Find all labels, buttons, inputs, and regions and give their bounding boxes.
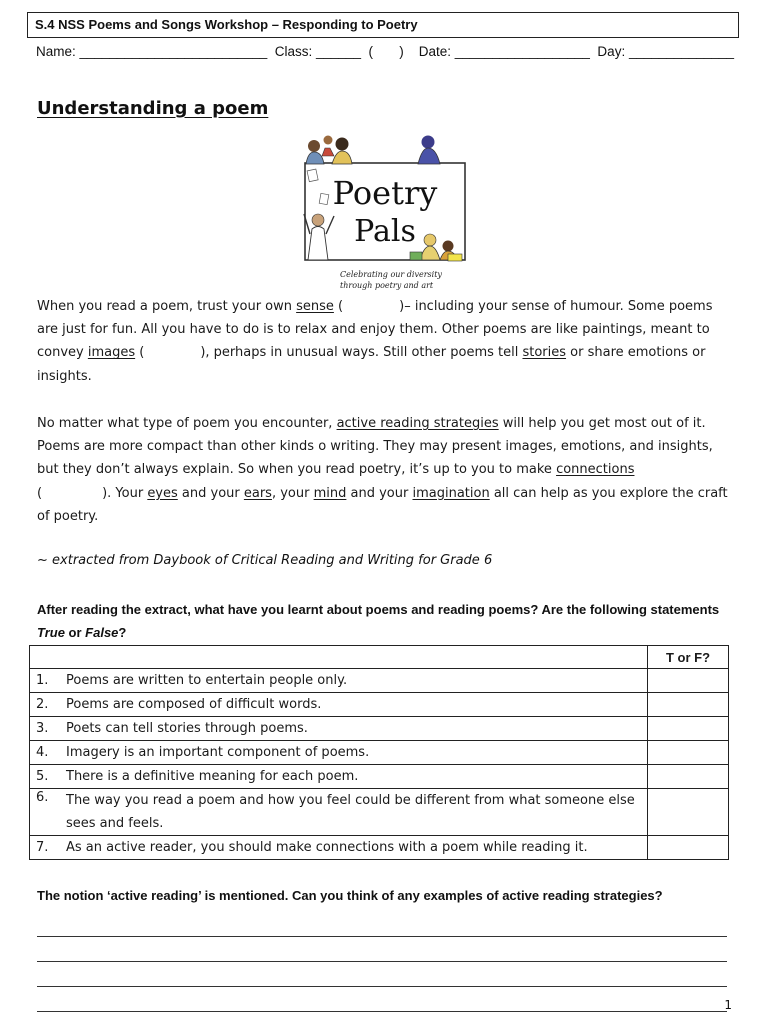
answer-cell[interactable] — [648, 836, 729, 860]
statement-text: Poems are written to entertain people only. — [58, 669, 648, 693]
answer-lines — [37, 912, 727, 1012]
statement-text: Imagery is an important component of poems. — [58, 741, 648, 765]
answer-cell[interactable] — [648, 693, 729, 717]
tf-column-header: T or F? — [648, 646, 729, 669]
answer-line[interactable] — [37, 987, 727, 1012]
table-row: 7. As an active reader, you should make connections with a poem while reading it. — [30, 836, 729, 860]
keyword-sense: sense — [296, 299, 334, 314]
page-title: Understanding a poem — [37, 98, 269, 119]
keyword-mind: mind — [313, 485, 347, 501]
keyword-imagination: imagination — [412, 485, 490, 501]
logo-tagline1: Celebrating our diversity — [340, 270, 442, 279]
statement-text: Poems are composed of difficult words. — [58, 693, 648, 717]
table-row: 3. Poets can tell stories through poems. — [30, 717, 729, 741]
answer-cell[interactable] — [648, 741, 729, 765]
statement-text: As an active reader, you should make connections with a poem while reading it. — [58, 836, 648, 860]
true-false-question: After reading the extract, what have you learnt about poems and reading poems? Are the following statements True or False? — [37, 602, 720, 640]
true-false-table — [29, 645, 729, 860]
keyword-ears: ears — [243, 485, 272, 501]
table-row: 4. Imagery is an important component of poems. — [30, 741, 729, 765]
worksheet-header — [27, 12, 739, 38]
answer-cell[interactable] — [648, 765, 729, 789]
logo-line1: Poetry — [332, 174, 438, 212]
keyword-active-reading-strategies: active reading strategies — [336, 416, 499, 431]
statement-text: There is a definitive meaning for each poem. — [58, 765, 648, 789]
student-info-line: Name: _________________________ Class: ______ ( ) Date: __________________ Day: ______________ — [36, 44, 735, 59]
answer-line[interactable] — [37, 912, 727, 937]
paragraph-sense: When you read a poem, trust your own sense ( )– including your sense of humour. Some poems are just for fun. All you have to do is to relax and enjoy them. Other poems are like paintings, meant to convey images ( ), perhaps in unusual ways. Still other poems tell stories or share emotions or insights. — [37, 299, 713, 384]
table-row: 1. Poems are written to entertain people only. — [30, 669, 729, 693]
answer-cell[interactable] — [648, 789, 729, 836]
keyword-eyes: eyes — [147, 485, 178, 501]
keyword-images: images — [87, 345, 136, 361]
paragraph-active-reading: No matter what type of poem you encounter, active reading strategies will help you get most out of it. Poems are more compact than other kinds o writing. They may present images, emotions, and insights, but they don’t always explain. So when you read poetry, it’s up to you to make connections ( ). Your eyes and your ears, your mind and your imagination all can help as you explore the craft of poetry. — [37, 416, 728, 524]
logo-tagline2: through poetry and art — [340, 281, 434, 290]
answer-cell[interactable] — [648, 669, 729, 693]
worksheet-title: S.4 NSS Poems and Songs Workshop – Responding to Poetry — [35, 17, 418, 32]
statement-text: The way you read a poem and how you feel could be different from what someone else sees and feels. — [58, 789, 648, 836]
logo-line2: Pals — [354, 214, 416, 249]
statement-text: Poets can tell stories through poems. — [58, 717, 648, 741]
page-number: 1 — [724, 998, 732, 1012]
answer-line[interactable] — [37, 962, 727, 987]
source-citation: ~ extracted from Daybook of Critical Reading and Writing for Grade 6 — [37, 553, 493, 568]
answer-line[interactable] — [37, 937, 727, 962]
table-row: 6. The way you read a poem and how you feel could be different from what someone else sees and feels. — [30, 789, 729, 836]
table-header-row — [30, 646, 729, 669]
answer-cell[interactable] — [648, 717, 729, 741]
poetry-pals-logo — [300, 134, 470, 292]
keyword-connections: connections — [556, 462, 635, 478]
keyword-stories: stories — [522, 345, 567, 361]
table-row: 2. Poems are composed of difficult words. — [30, 693, 729, 717]
table-row: 5. There is a definitive meaning for each poem. — [30, 765, 729, 789]
active-reading-question: The notion ‘active reading’ is mentioned. Can you think of any examples of active reading strategies? — [37, 888, 663, 903]
